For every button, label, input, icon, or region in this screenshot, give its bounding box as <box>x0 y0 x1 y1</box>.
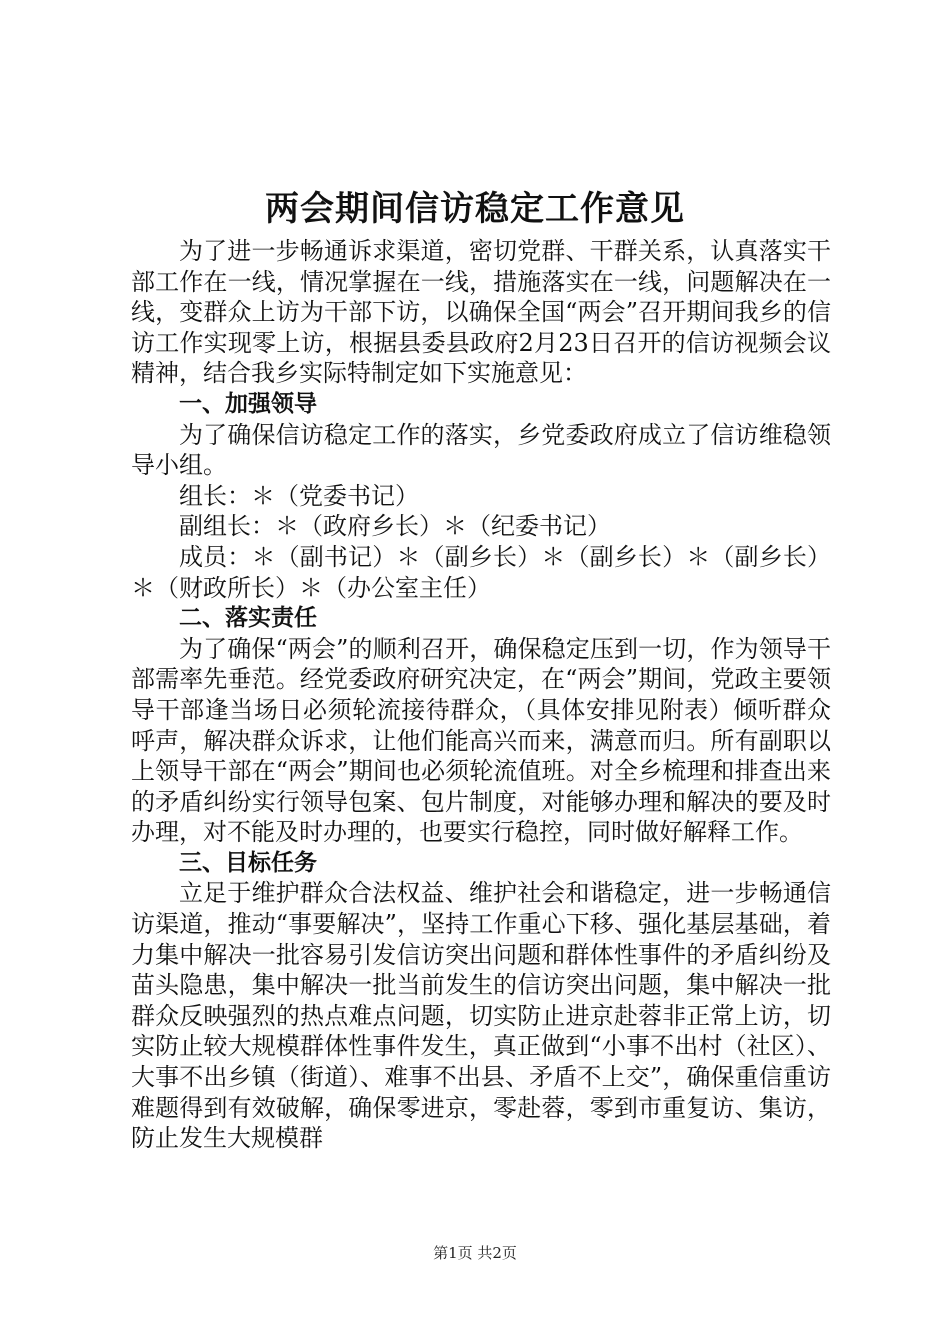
document-title: 两会期间信访稳定工作意见 <box>265 189 685 229</box>
group-leader-line: 组长：＊（党委书记） <box>179 481 419 510</box>
goals-paragraph: 立足于维护群众合法权益、维护社会和谐稳定，进一步畅通信访渠道，推动“事要解决”，坚持工作重心下移、强化基层基础，着力集中解决一批容易引发信访突出问题和群体性事件的矛盾纠纷及苗头隐患，集中解决一批当前发生的信访突出问题，集中解决一批群众反映强烈的热点难点问题，切实防止进京赴蓉非正常上访，切实防止较大规模群体性事件发生，真正做到“小事不出村（社区）、大事不出乡镇（街道）、难事不出县、矛盾不上交”，确保重信重访难题得到有效破解，确保零进京，零赴蓉，零到市重复访、集访，防止发生大规模群 <box>131 879 831 1153</box>
section-heading-goals: 三、目标任务 <box>179 849 317 876</box>
responsibility-paragraph: 为了确保“两会”的顺利召开，确保稳定压到一切，作为领导干部需率先垂范。经党委政府研究决定，在“两会”期间，党政主要领导干部逢当场日必须轮流接待群众，（具体安排见附表）倾听群众呼声，解决群众诉求，让他们能高兴而来，满意而归。所有副职以上领导干部在“两会”期间也必须轮流值班。对全乡梳理和排查出来的矛盾纠纷实行领导包案、包片制度，对能够办理和解决的要及时办理，对不能及时办理的，也要实行稳控，同时做好解释工作。 <box>131 634 831 847</box>
section-heading-responsibility: 二、落实责任 <box>179 605 317 632</box>
page-footer: 第1页 共2页 <box>433 1244 517 1262</box>
leadership-paragraph: 为了确保信访稳定工作的落实，乡党委政府成立了信访维稳领导小组。 <box>131 420 831 480</box>
document-body <box>131 236 831 1154</box>
intro-paragraph: 为了进一步畅通诉求渠道，密切党群、干群关系，认真落实干部工作在一线，情况掌握在一线，措施落实在一线，问题解决在一线，变群众上访为干部下访，以确保全国“两会”召开期间我乡的信访工作实现零上访，根据县委县政府2月23日召开的信访视频会议精神，结合我乡实际特制定如下实施意见： <box>131 237 831 388</box>
deputy-leader-line: 副组长：＊（政府乡长）＊（纪委书记） <box>179 512 611 541</box>
members-line: 成员：＊（副书记）＊（副乡长）＊（副乡长）＊（副乡长）＊（财政所长）＊（办公室主任） <box>131 542 831 602</box>
section-heading-leadership: 一、加强领导 <box>179 390 317 417</box>
